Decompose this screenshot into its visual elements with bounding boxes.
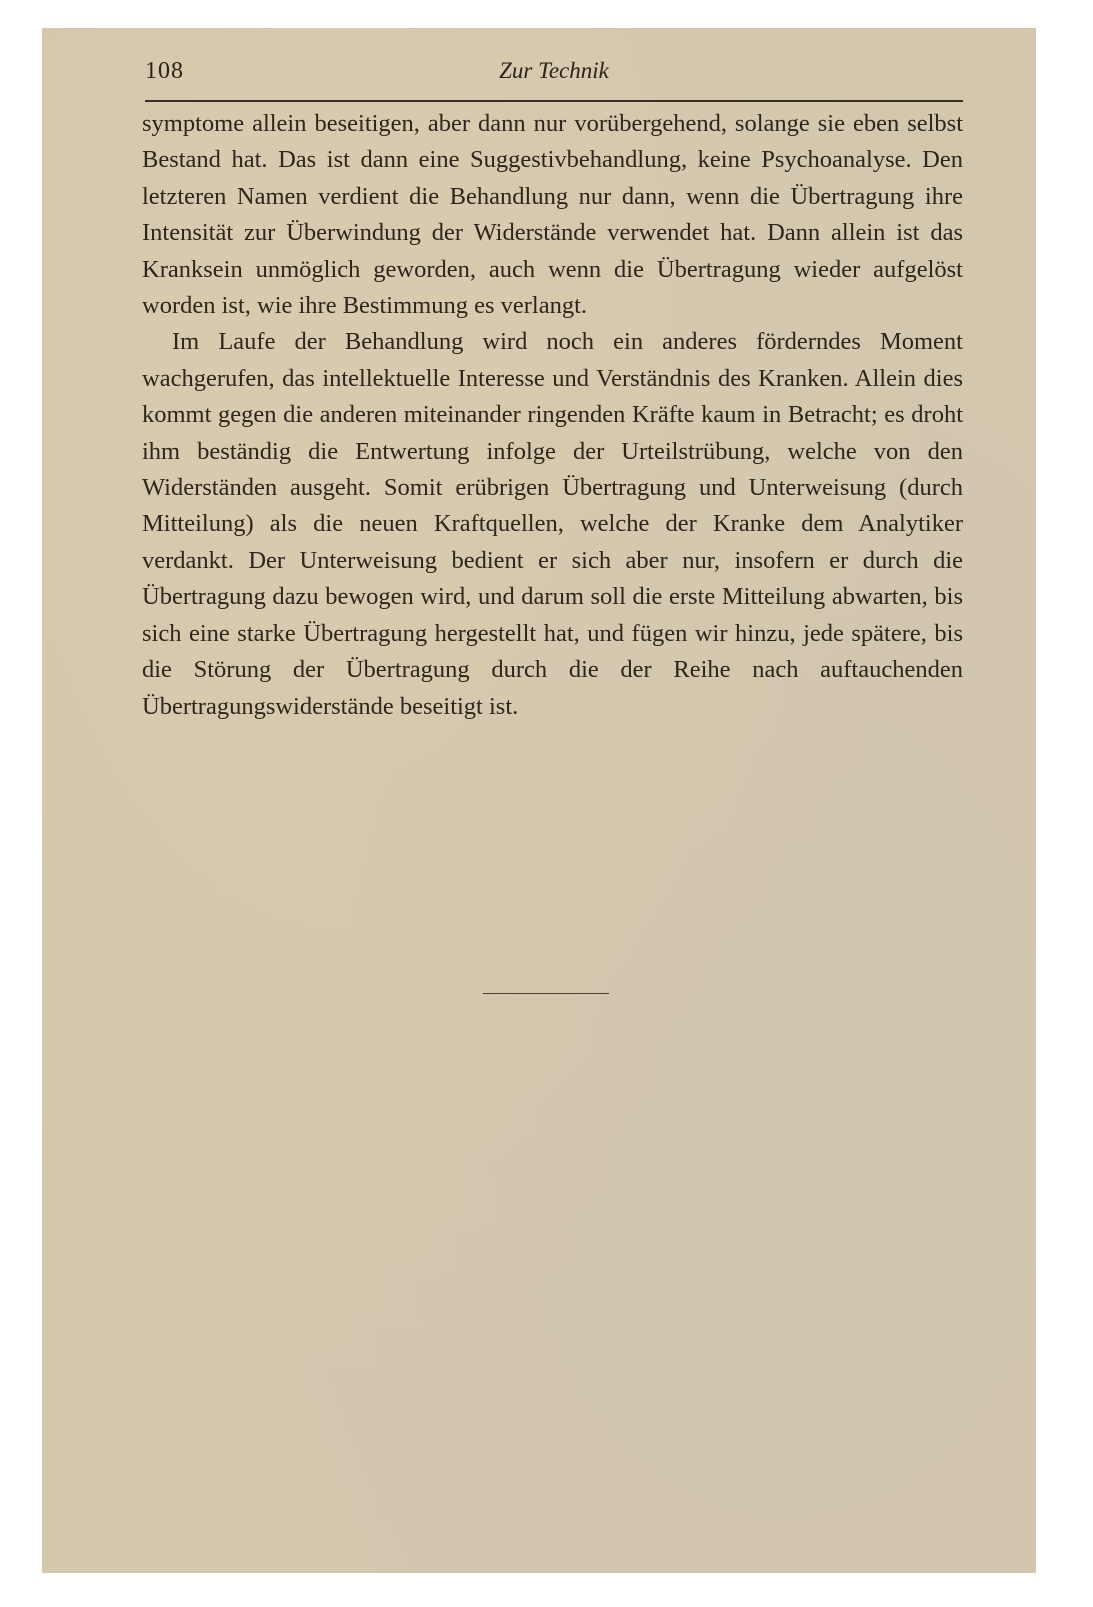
page-number: 108 xyxy=(145,58,184,84)
paragraph-1: symptome allein beseitigen, aber dann nur vorübergehend, solange sie eben selbst Bestand hat. Das ist dann eine Suggestivbehandlung, keine Psychoanalyse. Den letzteren Namen verdient die Behandlung nur dann, wenn die Übertragung ihre Intensität zur Überwindung der Widerstände verwendet hat. Dann allein ist das Kranksein unmöglich geworden, auch wenn die Übertragung wieder aufgelöst worden ist, wie ihre Bestimmung es verlangt. xyxy=(142,110,963,320)
running-title: Zur Technik xyxy=(499,58,609,83)
paragraph-2: Im Laufe der Behandlung wird noch ein anderes förderndes Moment wachgerufen, das intellektuelle Interesse und Verständnis des Kranken. Allein dies kommt gegen die anderen miteinander ringenden Kräfte kaum in Betracht; es droht ihm beständig die Entwertung infolge der Urteilstrübung, welche von den Widerständen ausgeht. Somit erübrigen Übertragung und Unterweisung (durch Mitteilung) als die neuen Kraftquellen, welche der Kranke dem Analytiker verdankt. Der Unterweisung bedient er sich aber nur, insofern er durch die Übertragung dazu bewogen wird, und darum soll die erste Mitteilung abwarten, bis sich eine starke Übertragung hergestellt hat, und fügen wir hinzu, jede spätere, bis die Störung der Übertragung durch die der Reihe nach auftauchenden Übertragungswiderstände beseitigt ist. xyxy=(142,328,963,720)
body-text xyxy=(142,106,963,725)
page-header xyxy=(145,56,963,96)
header-rule xyxy=(145,100,963,102)
section-end-rule xyxy=(483,993,609,994)
